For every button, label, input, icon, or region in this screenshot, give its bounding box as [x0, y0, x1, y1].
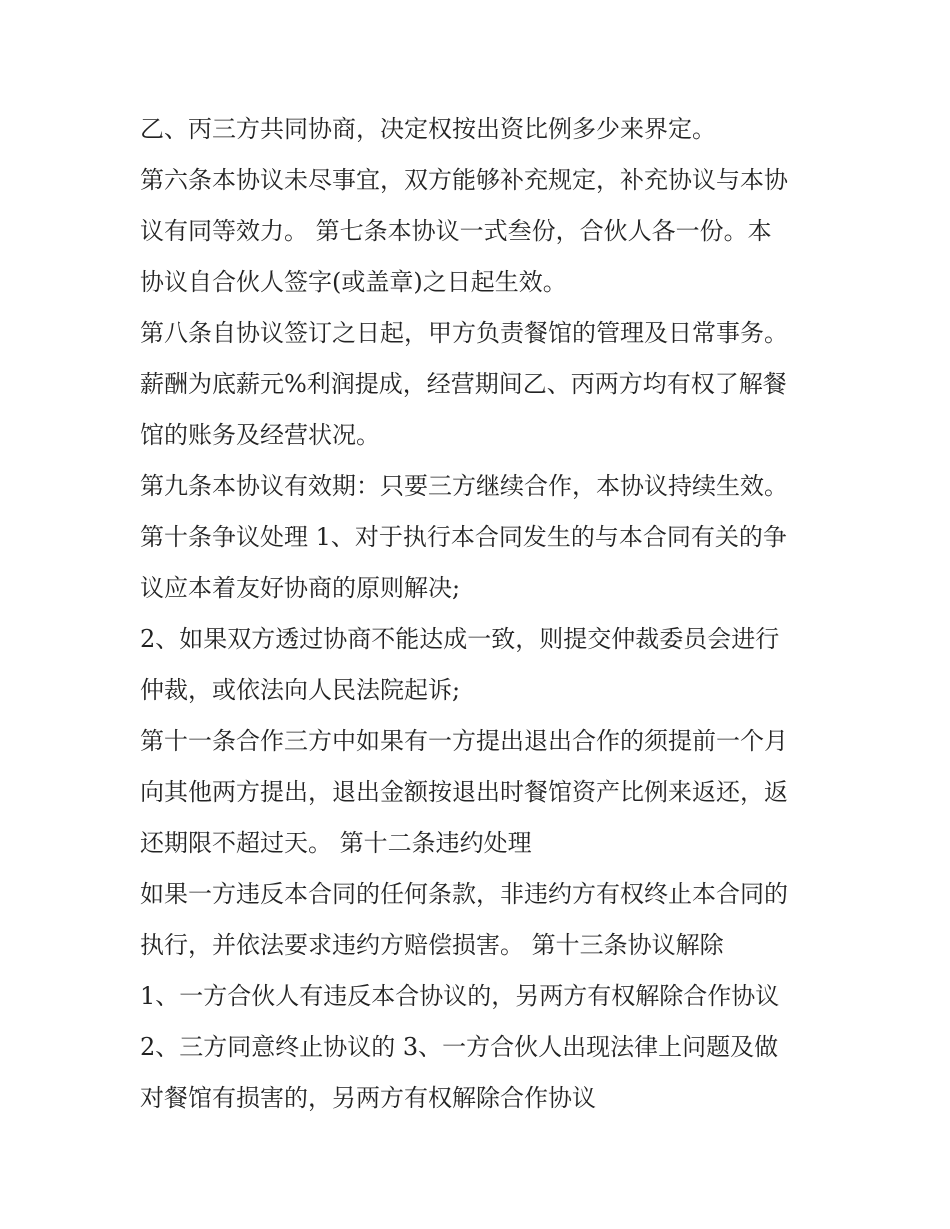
text-line: 2、如果双方透过协商不能达成一致，则提交仲裁委员会进行 — [140, 625, 780, 653]
text-line: 第八条自协议签订之日起，甲方负责餐馆的管理及日常事务。 — [140, 319, 788, 347]
text-line: 乙、丙三方共同协商，决定权按出资比例多少来界定。 — [140, 115, 716, 143]
text-line: 还期限不超过天。 第十二条违约处理 — [140, 829, 532, 857]
document-body — [140, 104, 830, 1124]
text-line: 薪酬为底薪元%利润提成，经营期间乙、丙两方均有权了解餐 — [140, 370, 787, 398]
text-line: 第十条争议处理 1、对于执行本合同发生的与本合同有关的争 — [140, 523, 787, 551]
text-line: 议应本着友好协商的原则解决; — [140, 574, 461, 602]
text-line: 向其他两方提出，退出金额按退出时餐馆资产比例来返还，返 — [140, 778, 788, 806]
text-line: 议有同等效力。 第七条本协议一式叁份，合伙人各一份。本 — [140, 217, 772, 245]
text-line: 馆的账务及经营状况。 — [140, 421, 380, 449]
text-line: 协议自合伙人签字(或盖章)之日起生效。 — [140, 268, 567, 296]
text-line: 第十一条合作三方中如果有一方提出退出合作的须提前一个月 — [140, 727, 788, 755]
text-line: 2、三方同意终止协议的 3、一方合伙人出现法律上问题及做 — [140, 1033, 779, 1061]
text-line: 第六条本协议未尽事宜，双方能够补充规定，补充协议与本协 — [140, 166, 788, 194]
text-line: 执行，并依法要求违约方赔偿损害。 第十三条协议解除 — [140, 931, 724, 959]
text-line: 对餐馆有损害的，另两方有权解除合作协议 — [140, 1084, 596, 1112]
text-line: 1、一方合伙人有违反本合协议的，另两方有权解除合作协议 — [140, 982, 780, 1010]
text-line: 仲裁，或依法向人民法院起诉; — [140, 676, 461, 704]
text-line: 如果一方违反本合同的任何条款，非违约方有权终止本合同的 — [140, 880, 788, 908]
text-line: 第九条本协议有效期：只要三方继续合作，本协议持续生效。 — [140, 472, 788, 500]
